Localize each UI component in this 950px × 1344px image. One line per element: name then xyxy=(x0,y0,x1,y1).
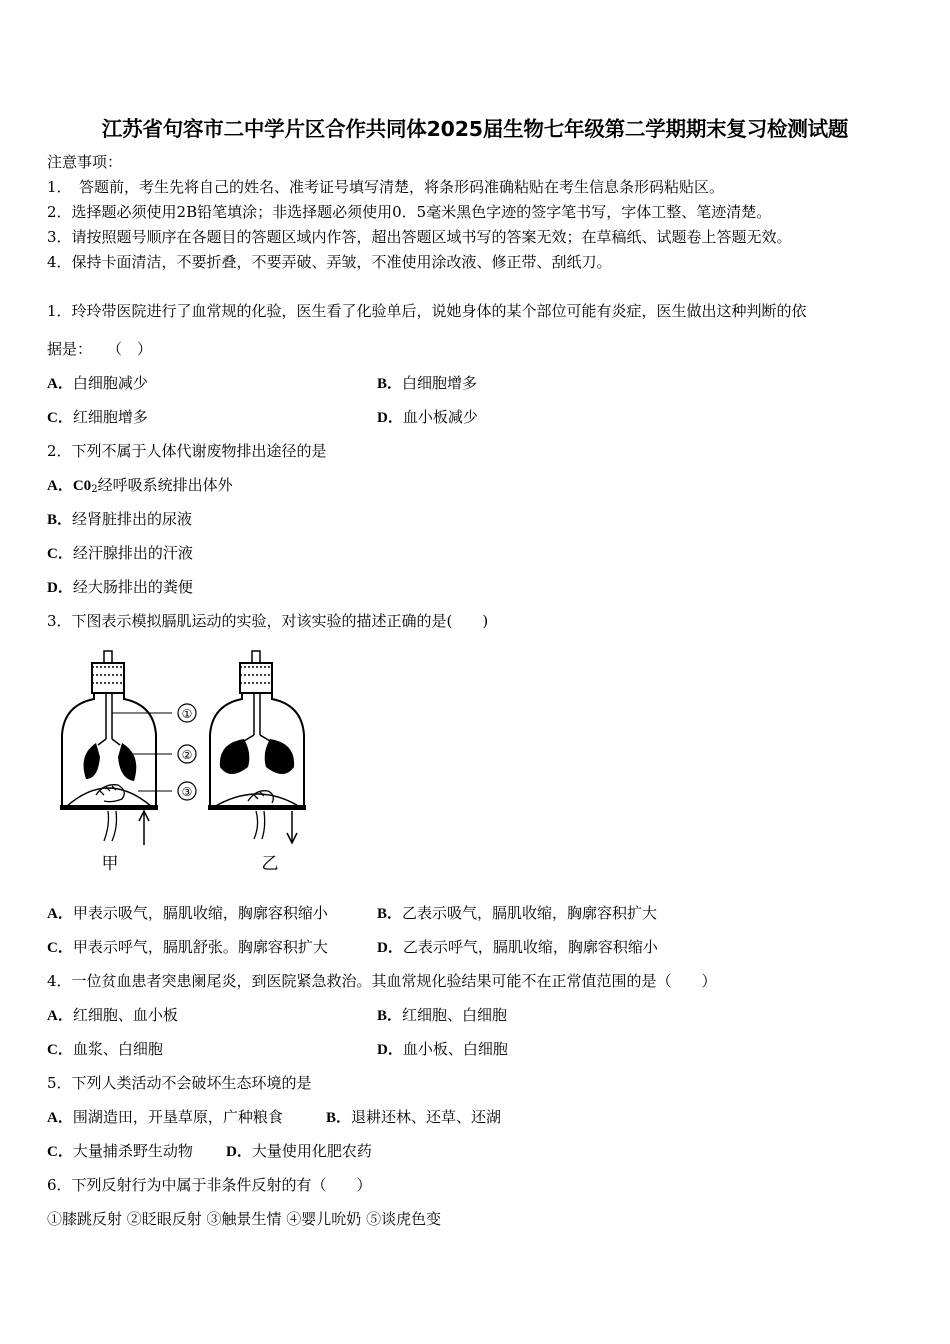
marker-3-text: ③ xyxy=(181,785,193,799)
question-5-option-c: C．大量捕杀野生动物 xyxy=(47,1142,193,1160)
question-6-stem: 6．下列反射行为中属于非条件反射的有（ ） xyxy=(47,1176,372,1194)
question-5-option-a: A．围湖造田，开垦草原，广种粮食 xyxy=(47,1108,283,1126)
question-3-stem: 3．下图表示模拟膈肌运动的实验，对该实验的描述正确的是( ) xyxy=(47,612,489,630)
notice-item: 4．保持卡面清洁，不要折叠，不要弄破、弄皱，不准使用涂改液、修正带、刮纸刀。 xyxy=(47,253,612,271)
bell-jar-yi xyxy=(208,651,306,843)
question-5-option-d: D．大量使用化肥农药 xyxy=(226,1142,372,1160)
question-1-option-a: A．白细胞减少 xyxy=(47,374,148,392)
marker-1-text: ① xyxy=(181,707,193,721)
question-1-stem-cont: 据是： （ ） xyxy=(47,340,153,358)
notice-heading: 注意事项： xyxy=(47,153,123,171)
marker-1 xyxy=(178,704,196,722)
question-1-stem: 1．玲玲带医院进行了血常规的化验，医生看了化验单后，说她身体的某个部位可能有炎症，医生做出这种判断的依 xyxy=(47,302,807,320)
question-2-option-b: B．经肾脏排出的尿液 xyxy=(47,510,193,528)
caption-jia: 甲 xyxy=(101,854,119,874)
notice-item: 3．请按照题号顺序在各题目的答题区域内作答，超出答题区域书写的答案无效；在草稿纸、试题卷上答题无效。 xyxy=(47,228,792,246)
bell-jar-jia xyxy=(60,651,172,845)
question-3-option-c: C．甲表示呼气，膈肌舒张。胸廓容积扩大 xyxy=(47,938,328,956)
question-6-items: ①膝跳反射 ②眨眼反射 ③触景生情 ④婴儿吮奶 ⑤谈虎色变 xyxy=(47,1210,442,1228)
question-3-option-b: B．乙表示吸气，膈肌收缩，胸廓容积扩大 xyxy=(377,904,658,922)
question-4-option-c: C．血浆、白细胞 xyxy=(47,1040,163,1058)
marker-2-text: ② xyxy=(181,748,193,762)
question-2-option-c: C．经汗腺排出的汗液 xyxy=(47,544,193,562)
question-1-option-d: D．血小板减少 xyxy=(377,408,478,426)
question-4-option-b: B．红细胞、白细胞 xyxy=(377,1006,508,1024)
question-1-option-b: B．白细胞增多 xyxy=(377,374,478,392)
notice-item: 1． 答题前，考生先将自己的姓名、准考证号填写清楚，将条形码准确粘贴在考生信息条形码粘贴区。 xyxy=(47,178,725,196)
question-3-option-a: A．甲表示吸气，膈肌收缩，胸廓容积缩小 xyxy=(47,904,328,922)
question-1-option-c: C．红细胞增多 xyxy=(47,408,148,426)
question-3-option-d: D．乙表示呼气，膈肌收缩，胸廓容积缩小 xyxy=(377,938,658,956)
question-5-option-b: B．退耕还林、还草、还湖 xyxy=(326,1108,502,1126)
page-title: 江苏省句容市二中学片区合作共同体2025届生物七年级第二学期期末复习检测试题 xyxy=(101,117,849,141)
diaphragm-model-figure xyxy=(52,645,322,880)
marker-3 xyxy=(178,782,196,800)
question-4-stem: 4．一位贫血患者突患阑尾炎，到医院紧急救治。其血常规化验结果可能不在正常值范围的是（ ） xyxy=(47,972,717,990)
question-5-stem: 5．下列人类活动不会破坏生态环境的是 xyxy=(47,1074,312,1092)
question-2-option-a: A．$C0_2$经呼吸系统排出体外 xyxy=(47,476,233,495)
question-2-stem: 2．下列不属于人体代谢废物排出途径的是 xyxy=(47,442,327,460)
notice-item: 2．选择题必须使用2B铅笔填涂；非选择题必须使用0．5毫米黑色字迹的签字笔书写，字体工整、笔迹清楚。 xyxy=(47,203,772,221)
question-2-option-d: D．经大肠排出的粪便 xyxy=(47,578,193,596)
caption-yi: 乙 xyxy=(261,854,279,874)
question-4-option-a: A．红细胞、血小板 xyxy=(47,1006,178,1024)
question-4-option-d: D．血小板、白细胞 xyxy=(377,1040,508,1058)
marker-2 xyxy=(178,745,196,763)
